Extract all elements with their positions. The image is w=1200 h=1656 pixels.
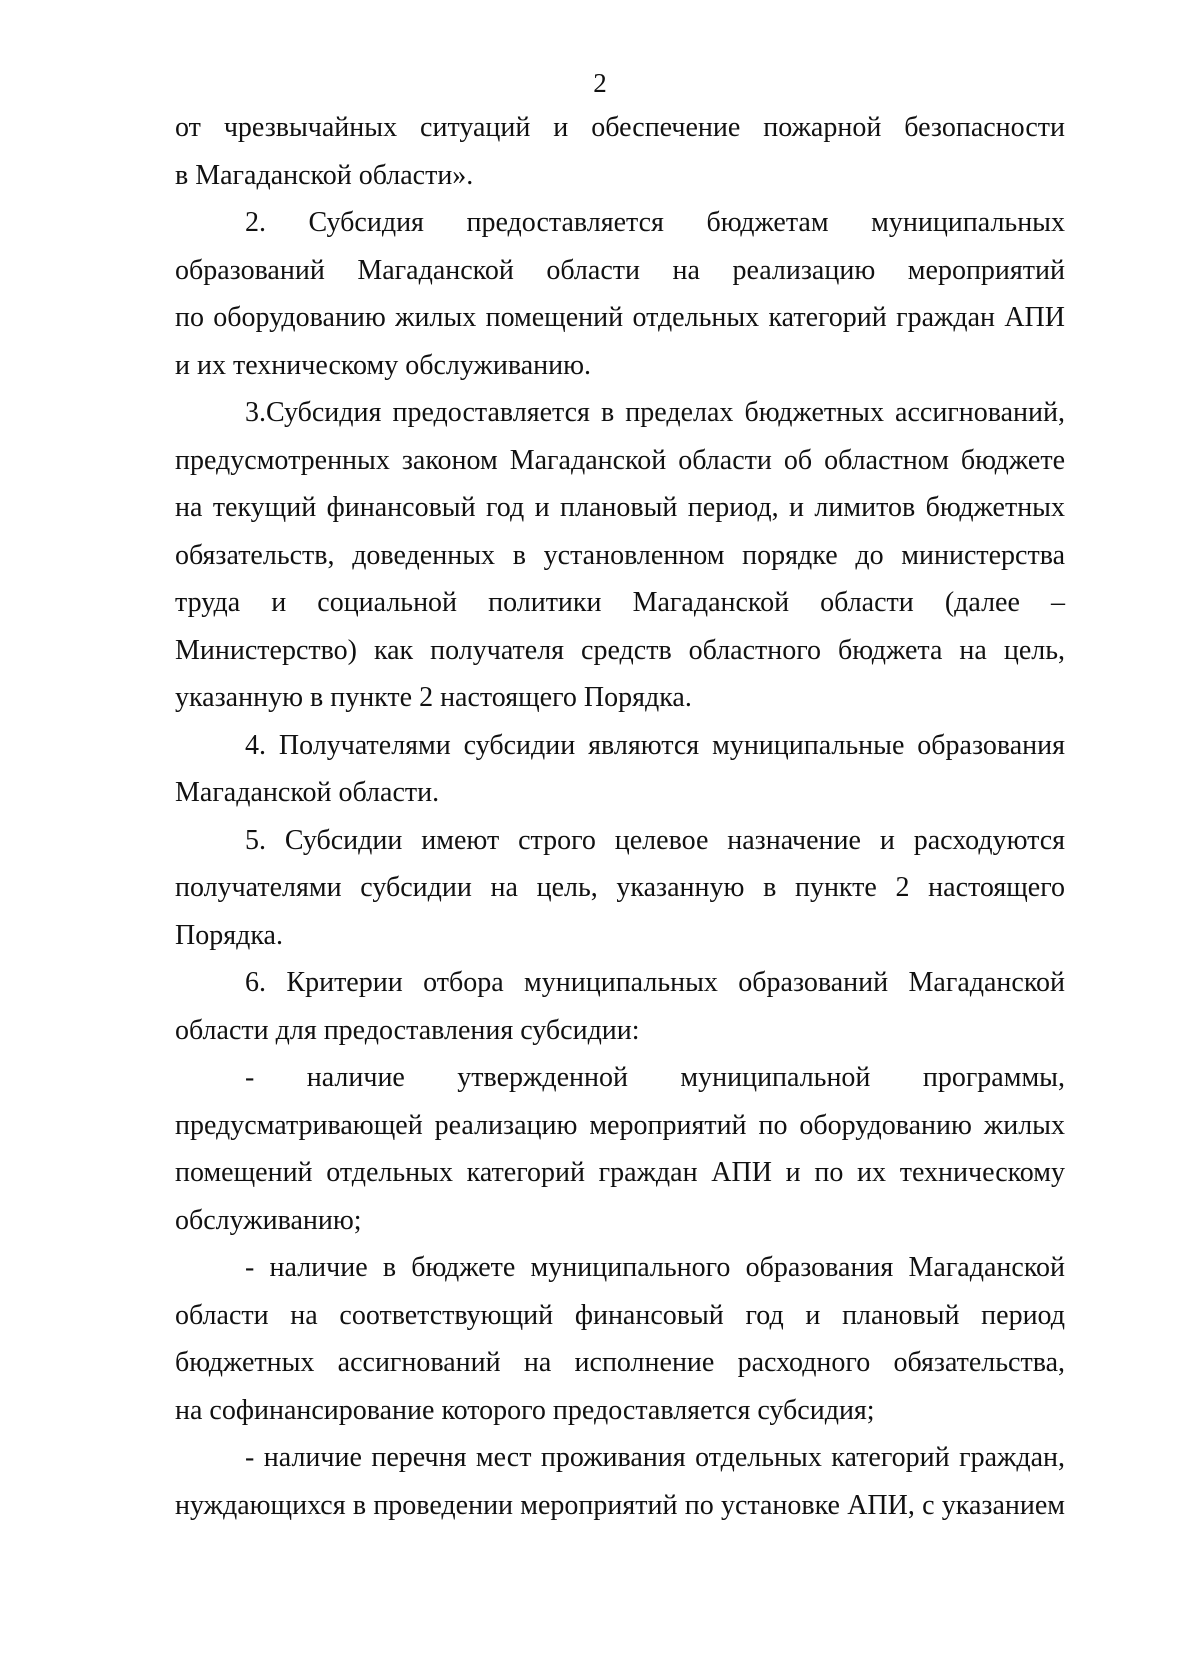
text-line: по оборудованию жилых помещений отдельных категорий граждан АПИ — [175, 302, 1065, 333]
text-line: на текущий финансовый год и плановый период, и лимитов бюджетных — [175, 492, 1065, 523]
text-line: от чрезвычайных ситуаций и обеспечение пожарной безопасности — [175, 112, 1065, 143]
text-line: 3.Субсидия предоставляется в пределах бюджетных ассигнований, — [245, 397, 1065, 428]
text-line: образований Магаданской области на реализацию мероприятий — [175, 254, 1065, 286]
text-line: 2. Субсидия предоставляется бюджетам муниципальных — [245, 207, 1065, 238]
text-line: Министерство) как получателя средств областного бюджета на цель, — [175, 634, 1065, 666]
text-line: Порядка. — [175, 919, 283, 951]
text-line: 5. Субсидии имеют строго целевое назначение и расходуются — [245, 824, 1065, 856]
text-line: обязательств, доведенных в установленном порядке до министерства — [175, 539, 1065, 571]
text-line: - наличие утвержденной муниципальной программы, — [245, 1062, 1065, 1093]
text-line: и их техническому обслуживанию. — [175, 349, 592, 381]
page-number: 2 — [593, 68, 607, 98]
paragraph-item-5 — [175, 817, 1065, 960]
document-body — [175, 104, 1065, 1529]
criterion-residence-list — [175, 1434, 1065, 1529]
text-line: области для предоставления субсидии: — [175, 1014, 640, 1046]
paragraph-item-4 — [175, 722, 1065, 817]
text-line: 4. Получателями субсидии являются муниципальные образования — [245, 729, 1065, 761]
text-line: 6. Критерии отбора муниципальных образований Магаданской — [245, 967, 1065, 998]
criterion-budget-allocations — [175, 1244, 1065, 1434]
paragraph-continuation — [175, 104, 1065, 199]
text-line: указанную в пункте 2 настоящего Порядка. — [175, 682, 692, 713]
text-line: бюджетных ассигнований на исполнение расходного обязательства, — [175, 1347, 1065, 1378]
text-line: - наличие перечня мест проживания отдельных категорий граждан, — [245, 1442, 1065, 1473]
text-line: помещений отдельных категорий граждан АПИ и по их техническому — [175, 1157, 1065, 1188]
text-line: области на соответствующий финансовый год и плановый период — [175, 1299, 1065, 1331]
paragraph-item-3 — [175, 389, 1065, 722]
text-line: на софинансирование которого предоставляется субсидия; — [175, 1394, 875, 1426]
text-line: труда и социальной политики Магаданской области (далее – — [175, 587, 1065, 618]
text-line: - наличие в бюджете муниципального образования Магаданской — [245, 1252, 1065, 1283]
criterion-municipal-program — [175, 1054, 1065, 1244]
paragraph-item-2 — [175, 199, 1065, 389]
paragraph-item-6 — [175, 959, 1065, 1054]
text-line: нуждающихся в проведении мероприятий по установке АПИ, с указанием — [175, 1489, 1065, 1521]
text-line: предусмотренных законом Магаданской области об областном бюджете — [175, 444, 1065, 476]
text-line: в Магаданской области». — [175, 159, 474, 191]
text-line: Магаданской области. — [175, 777, 440, 808]
text-line: обслуживанию; — [175, 1204, 362, 1236]
text-line: получателями субсидии на цель, указанную в пункте 2 настоящего — [175, 872, 1065, 903]
text-line: предусматривающей реализацию мероприятий по оборудованию жилых — [175, 1109, 1065, 1141]
